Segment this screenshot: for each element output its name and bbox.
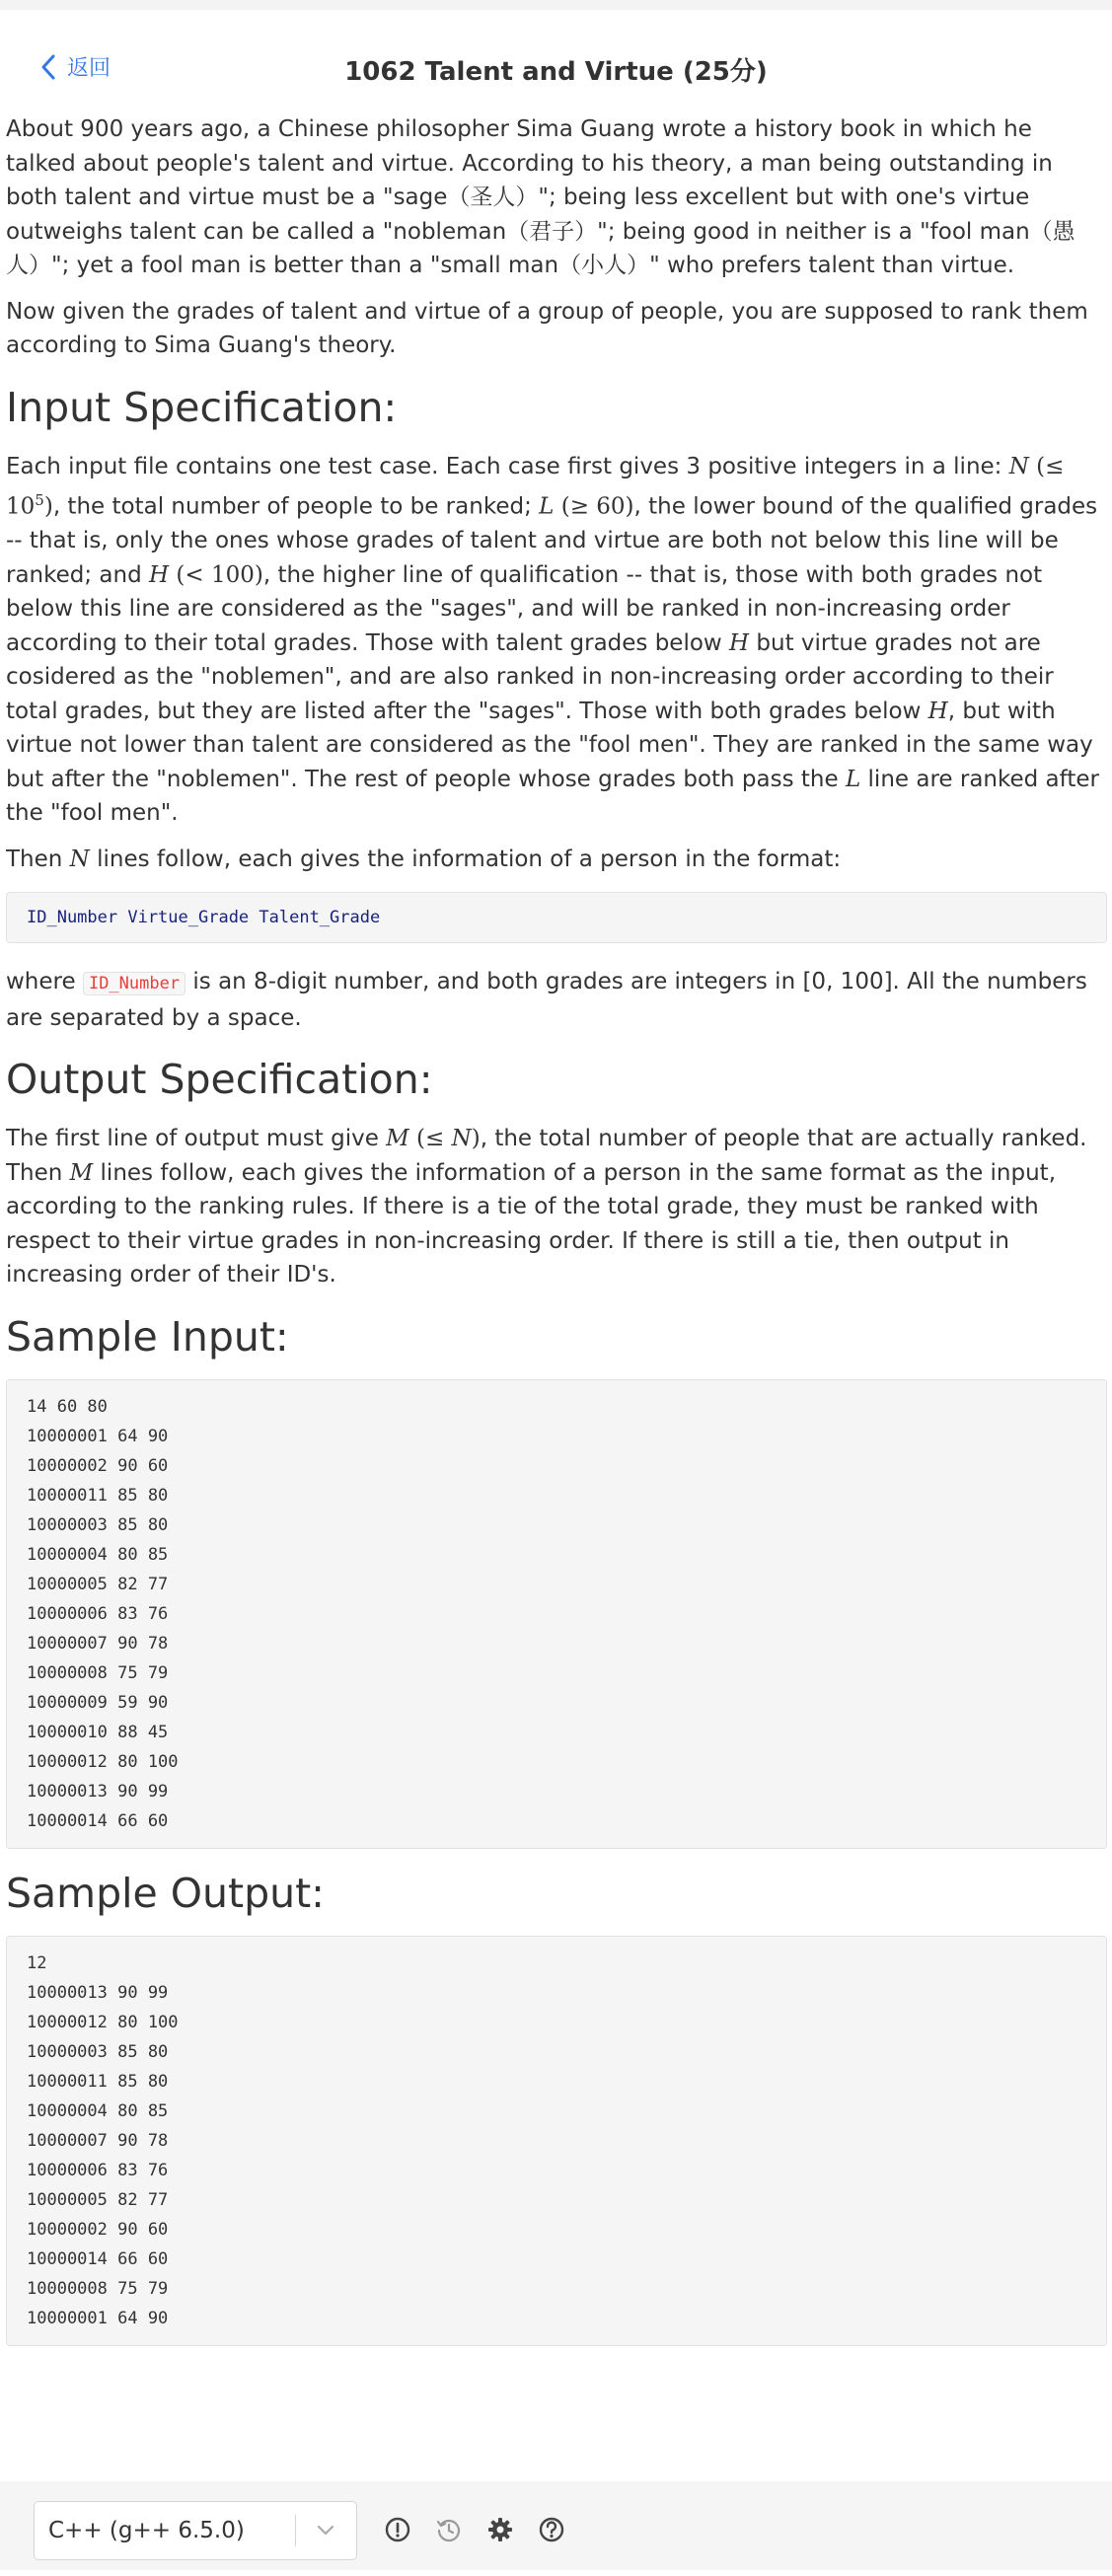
code-line: 10000003 85 80 <box>27 2041 169 2062</box>
page-header <box>0 39 1112 101</box>
sample-output-block <box>6 1936 1107 2346</box>
task-paragraph: Now given the grades of talent and virtue of a group of people, you are supposed to rank them according to Sima Guang's theory. <box>6 298 1088 358</box>
id-number-code: ID_Number <box>83 972 185 995</box>
code-line: 10000014 66 60 <box>27 2248 169 2269</box>
code-line: 10000005 82 77 <box>27 1574 169 1594</box>
code-line: 10000013 90 99 <box>27 1781 169 1802</box>
code-line: 10000003 85 80 <box>27 1514 169 1535</box>
code-line: 10000004 80 85 <box>27 1544 169 1565</box>
problem-content <box>6 112 1107 2364</box>
chevron-down-icon[interactable] <box>296 2524 355 2538</box>
back-label: 返回 <box>67 56 111 81</box>
code-line: 10000006 83 76 <box>27 2160 169 2180</box>
code-line: 10000002 90 60 <box>27 2219 169 2240</box>
code-line: 10000009 59 90 <box>27 1692 169 1713</box>
code-line: 10000012 80 100 <box>27 2012 179 2032</box>
intro-paragraph: About 900 years ago, a Chinese philosopher Sima Guang wrote a history book in which he talked about people's talent and virtue. According to his theory, a man being outstanding in both talent and virtue must be a "sage（圣人）"; being less excellent but with one's virtue outweighs talent can be called a "nobleman（君子）"; being good in neither is a "fool man（愚人）"; yet a fool man is better than a "small man（小人）" who prefers talent than virtue. <box>6 116 1075 278</box>
sample-input-block <box>6 1379 1107 1849</box>
code-line: 10000004 80 85 <box>27 2100 169 2121</box>
code-line: 10000011 85 80 <box>27 1485 169 1506</box>
history-icon[interactable] <box>434 2515 464 2544</box>
code-line: 10000002 90 60 <box>27 1455 169 1476</box>
code-line: 14 60 80 <box>27 1396 108 1417</box>
gear-icon[interactable] <box>485 2515 515 2544</box>
top-strip <box>0 0 1112 10</box>
sample-input-heading: Sample Input: <box>6 1312 289 1361</box>
code-line: 10000006 83 76 <box>27 1603 169 1624</box>
code-line: 10000007 90 78 <box>27 1633 169 1654</box>
info-icon[interactable] <box>383 2515 412 2544</box>
input-note-paragraph: where ID_Number is an 8-digit number, and both grades are integers in [0, 100]. All the numbers are separated by a space. <box>6 969 1087 1031</box>
input-lines-paragraph: Then N lines follow, each gives the information of a person in the format: <box>6 846 842 872</box>
language-value: C++ (g++ 6.5.0) <box>48 2518 245 2543</box>
code-line: 10000012 80 100 <box>27 1751 179 1772</box>
input-format-block: ID_Number Virtue_Grade Talent_Grade <box>6 892 1107 943</box>
code-line: 10000008 75 79 <box>27 2278 169 2299</box>
code-line: 10000008 75 79 <box>27 1662 169 1683</box>
code-line: 10000014 66 60 <box>27 1810 169 1831</box>
editor-toolbar <box>0 2481 1112 2570</box>
code-line: 10000001 64 90 <box>27 1426 169 1446</box>
code-line: 10000010 88 45 <box>27 1722 169 1742</box>
input-spec-heading: Input Specification: <box>6 383 398 431</box>
input-spec-paragraph: Each input file contains one test case. Each case first gives 3 positive integers in a line: N (≤ $10^5$), the total number of people to be ranked; L (≥ 60), the lower bound of the qualified grades -- that is, only the ones whose grades of talent and virtue are both not below this line will be ranked; and H (< 100), the higher line of qualification -- that is, those with both grades not below this line are considered as the "sages", and will be ranked in non-increasing order according to their total grades. Those with talent grades below H but virtue grades not are cosidered as the "noblemen", and are also ranked in non-increasing order according to their total grades, but they are listed after the "sages". Those with both grades below H, but with virtue not lower than talent are considered as the "fool men". They are ranked in the same way but after the "noblemen". The rest of people whose grades both pass the L line are ranked after the "fool men". <box>6 453 1099 827</box>
language-select[interactable] <box>34 2501 357 2560</box>
code-line: 10000005 82 77 <box>27 2189 169 2210</box>
code-line: 10000001 64 90 <box>27 2308 169 2328</box>
page-title: 1062 Talent and Virtue (25分) <box>344 57 768 87</box>
code-line: 10000011 85 80 <box>27 2071 169 2092</box>
sample-output-heading: Sample Output: <box>6 1869 325 1917</box>
code-line: 10000013 90 99 <box>27 1982 169 2003</box>
code-line: 12 <box>27 1952 47 1973</box>
output-spec-paragraph: The first line of output must give M (≤ N), the total number of people that are actually ranked. Then M lines follow, each gives the information of a person in the same format as the input, according to the ranking rules. If there is a tie of the total grade, they must be ranked with respect to their virtue grades in non-increasing order. If there is still a tie, then output in increasing order of their ID's. <box>6 1126 1087 1288</box>
tool-icons <box>383 2515 566 2544</box>
code-line: 10000007 90 78 <box>27 2130 169 2151</box>
output-spec-heading: Output Specification: <box>6 1056 433 1104</box>
help-icon[interactable] <box>537 2515 566 2544</box>
